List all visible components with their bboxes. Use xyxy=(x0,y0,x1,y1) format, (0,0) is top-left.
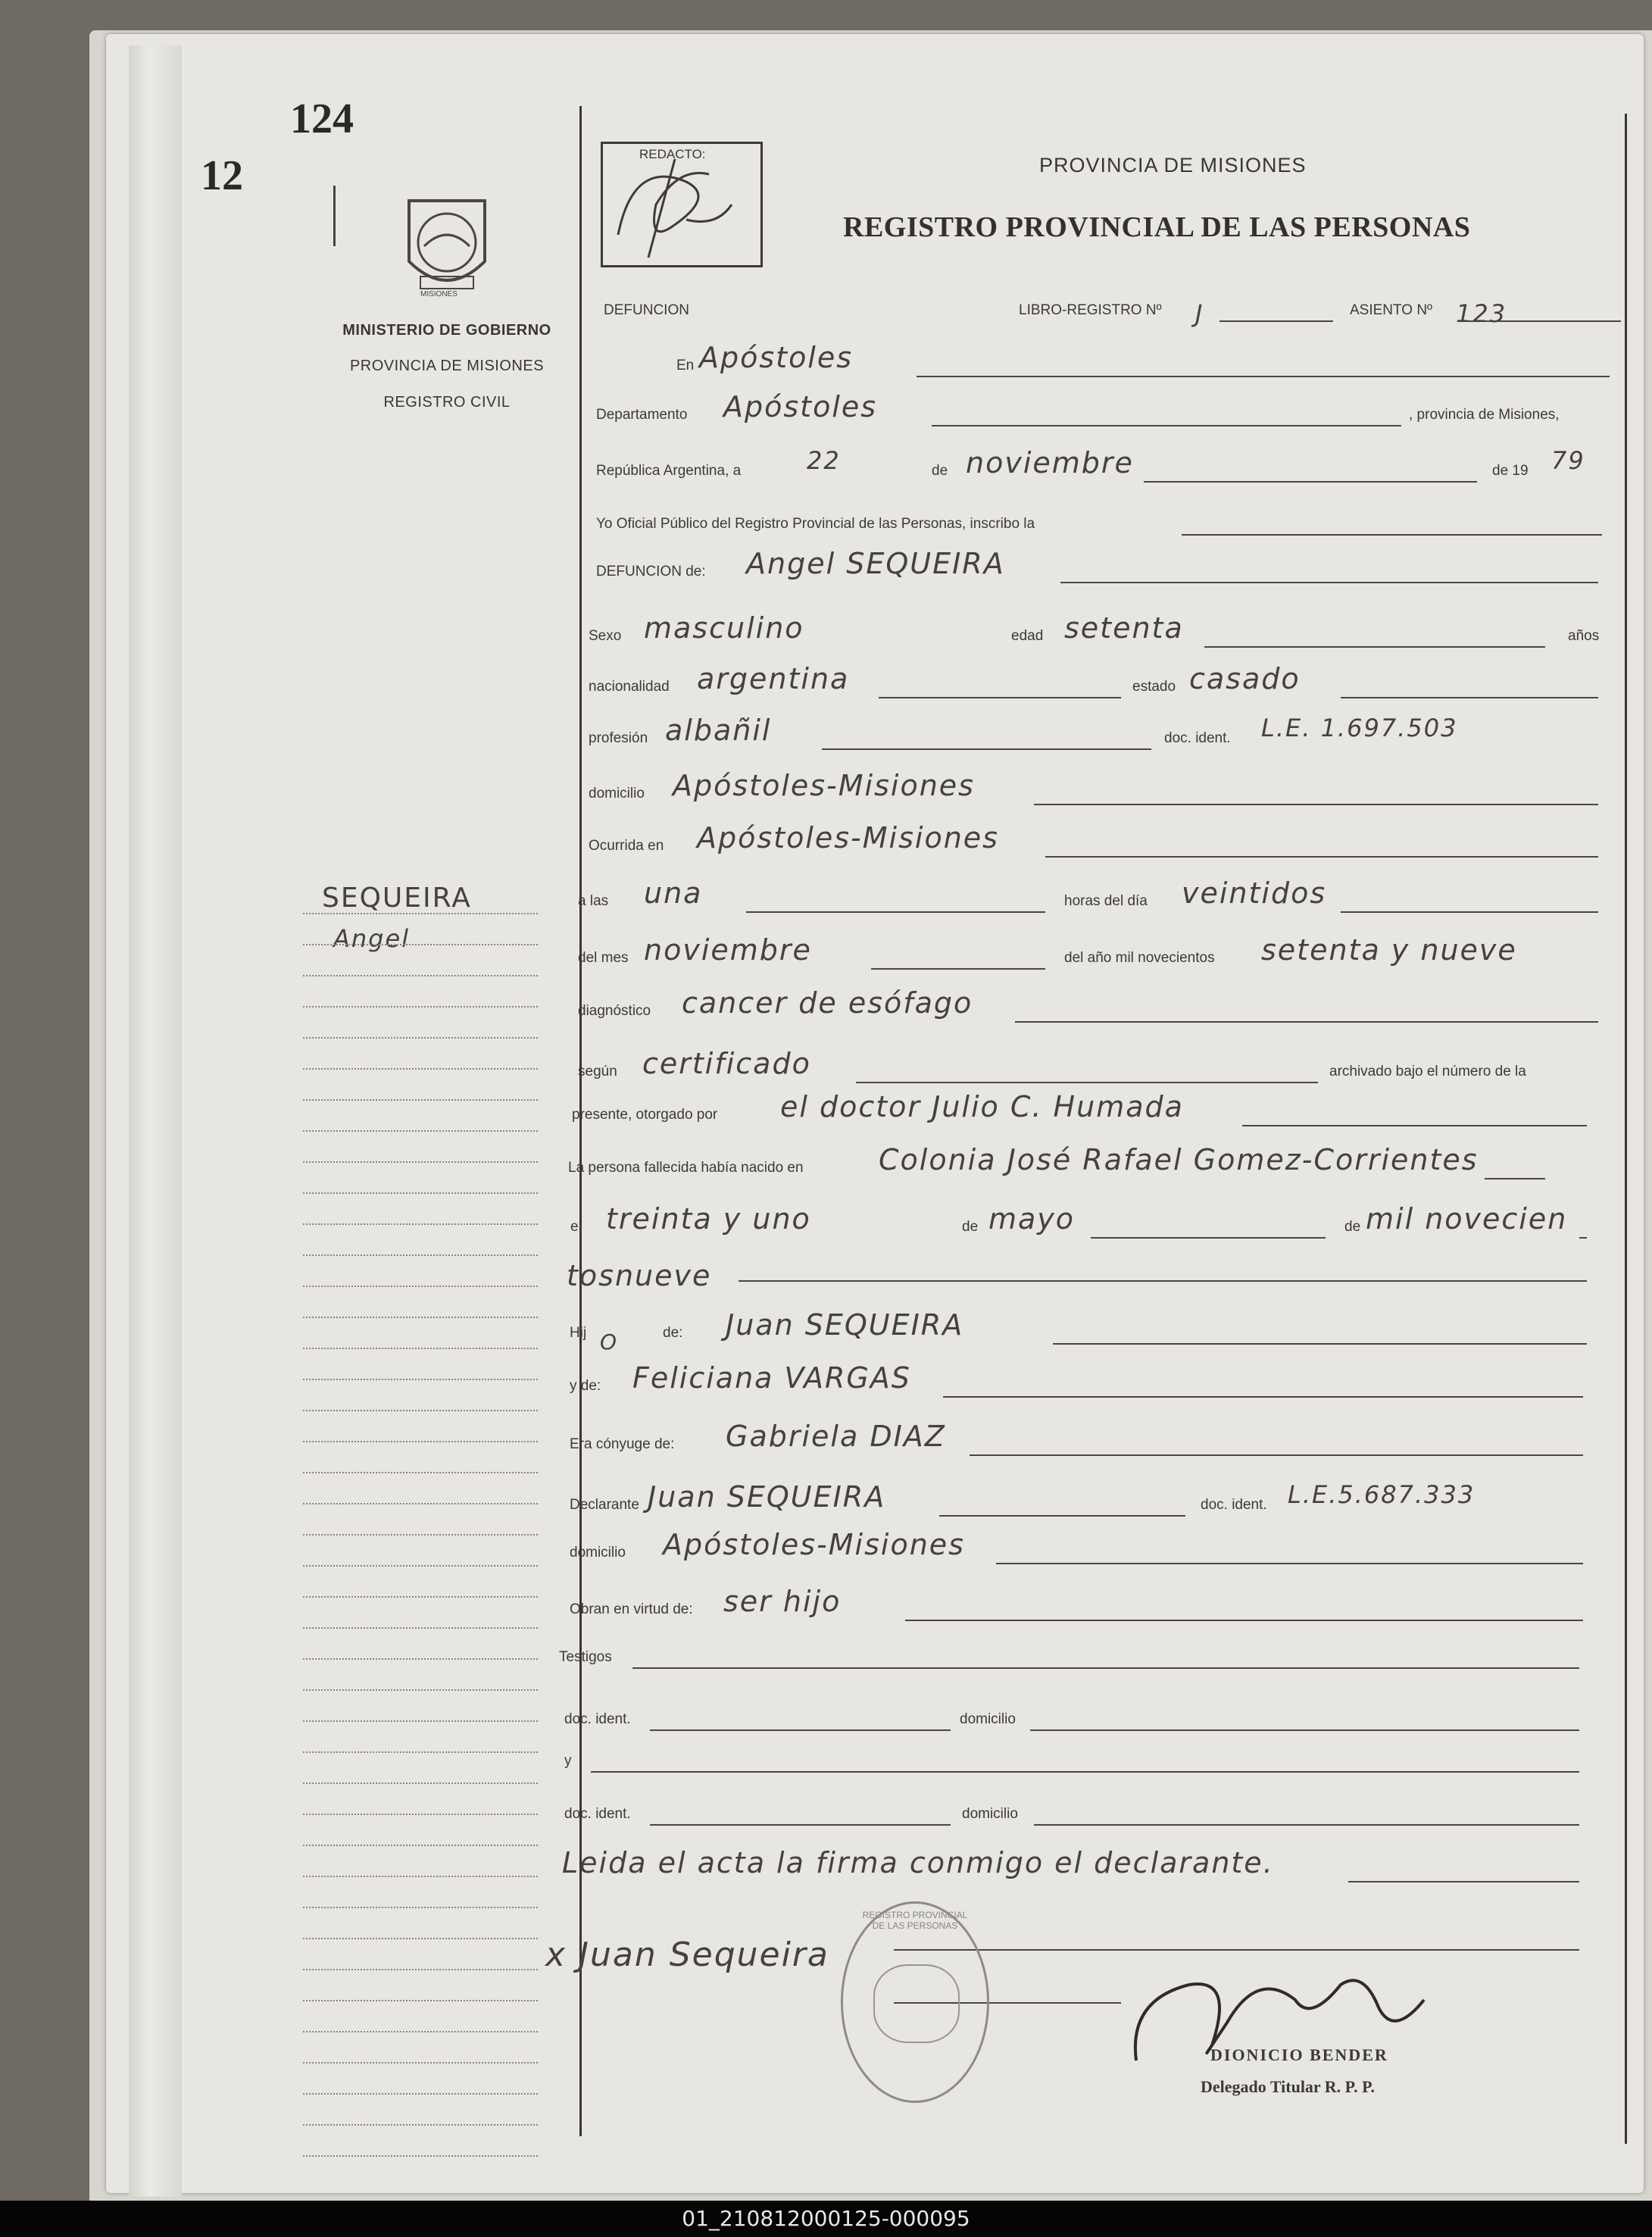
form-underline xyxy=(822,748,1151,750)
en-value: Apóstoles xyxy=(699,341,854,374)
asiento-value: 123 xyxy=(1456,299,1507,328)
margin-ruled-line xyxy=(303,1845,538,1846)
day-value: 22 xyxy=(807,446,841,475)
margin-ruled-line xyxy=(303,1348,538,1349)
month-value: noviembre xyxy=(966,446,1134,480)
binding-spine xyxy=(129,45,182,2197)
estado-label: estado xyxy=(1132,679,1176,695)
margin-given-name: Angel xyxy=(333,924,411,953)
republica-label: República Argentina, a xyxy=(596,463,742,479)
doc2-label: doc. ident. xyxy=(1201,1497,1267,1513)
mes-label: del mes xyxy=(578,950,629,966)
provincia-suffix: , provincia de Misiones, xyxy=(1409,407,1560,423)
el-value: treinta y uno xyxy=(606,1202,811,1236)
margin-ruled-line xyxy=(303,1565,538,1567)
form-underline xyxy=(650,1824,951,1826)
ministry-line3: REGISTRO CIVIL xyxy=(383,394,511,411)
edad-label: edad xyxy=(1011,628,1044,644)
ocurrida-value: Apóstoles-Misiones xyxy=(697,821,999,854)
emblem-label: MISIONES xyxy=(420,290,458,298)
year-value: 79 xyxy=(1551,446,1585,475)
margin-ruled-line xyxy=(303,1814,538,1815)
departamento-value: Apóstoles xyxy=(723,390,878,423)
diagnostico-value: cancer de esófago xyxy=(682,986,973,1020)
hijo-suffix: O xyxy=(600,1329,619,1354)
sexo-label: Sexo xyxy=(589,628,622,644)
margin-ruled-line xyxy=(303,1317,538,1318)
nacido-value: Colonia José Rafael Gomez-Corrientes xyxy=(879,1143,1479,1176)
form-underline xyxy=(739,1280,1587,1282)
margin-ruled-line xyxy=(303,1534,538,1536)
margin-ruled-line xyxy=(303,1379,538,1380)
official-title: Delegado Titular R. P. P. xyxy=(1201,2077,1376,2096)
archivado-label: archivado bajo el número de la xyxy=(1329,1064,1526,1079)
margin-ruled-line xyxy=(303,1192,538,1194)
domicilio2-value: Apóstoles-Misiones xyxy=(663,1528,965,1561)
form-underline xyxy=(1348,1881,1579,1882)
domicilio-value: Apóstoles-Misiones xyxy=(673,769,975,802)
misiones-emblem-icon xyxy=(394,186,500,307)
margin-ruled-line xyxy=(303,1441,538,1442)
registry-heading: REGISTRO PROVINCIAL DE LAS PERSONAS xyxy=(843,211,1471,243)
mother-value: Feliciana VARGAS xyxy=(632,1361,911,1395)
stamp-text: REGISTRO PROVINCIAL DE LAS PERSONAS xyxy=(862,1910,968,1931)
ano-value: setenta y nueve xyxy=(1261,933,1517,967)
ocurrida-label: Ocurrida en xyxy=(589,838,664,854)
de2-label: de xyxy=(1344,1219,1361,1235)
form-underline xyxy=(1053,1343,1587,1345)
yde-label: y de: xyxy=(570,1378,601,1394)
hijo-de-label: de: xyxy=(663,1325,683,1341)
en-label: En xyxy=(676,358,695,373)
defuncion-type-label: DEFUNCION xyxy=(604,302,689,318)
ministry-line2: PROVINCIA DE MISIONES xyxy=(349,358,545,374)
presente-label: presente, otorgado por xyxy=(572,1107,718,1123)
margin-ruled-line xyxy=(303,1596,538,1598)
asiento-label: ASIENTO Nº xyxy=(1350,302,1432,318)
margin-ruled-line xyxy=(303,1223,538,1225)
libro-value: J xyxy=(1195,299,1204,328)
form-underline xyxy=(1034,804,1598,805)
oficial-text: Yo Oficial Público del Registro Provincial de las Personas, inscribo la xyxy=(596,516,1035,532)
alas-value: una xyxy=(644,876,703,910)
form-underline xyxy=(932,425,1401,426)
de-year-label: de 19 xyxy=(1492,463,1529,479)
ano-label: del año mil novecientos xyxy=(1064,950,1215,966)
margin-ruled-line xyxy=(303,1689,538,1691)
father-value: Juan SEQUEIRA xyxy=(726,1308,964,1342)
redacto-box xyxy=(601,142,763,267)
margin-ruled-line xyxy=(303,2124,538,2126)
margin-ruled-line xyxy=(303,913,538,914)
deceased-name-value: Angel SEQUEIRA xyxy=(746,547,1005,580)
libro-label: LIBRO-REGISTRO Nº xyxy=(1019,302,1162,318)
margin-ruled-line xyxy=(303,2000,538,2001)
margin-ruled-line xyxy=(303,1410,538,1411)
domicilio-label: domicilio xyxy=(589,786,645,801)
doc-label: doc. ident. xyxy=(1164,730,1231,746)
el-label: el xyxy=(570,1219,582,1235)
defuncion-de-label: DEFUNCION de: xyxy=(596,564,706,580)
margin-ruled-line xyxy=(303,944,538,945)
form-underline xyxy=(1045,856,1598,858)
margin-ruled-line xyxy=(303,1503,538,1504)
form-underline xyxy=(970,1454,1583,1456)
redacto-label: REDACTO: xyxy=(639,147,706,161)
margin-ruled-line xyxy=(303,2155,538,2157)
declarante-value: Juan SEQUEIRA xyxy=(648,1480,886,1514)
margin-ruled-line xyxy=(303,1254,538,1256)
folio-number-side: 12 xyxy=(201,152,243,199)
form-underline xyxy=(746,911,1045,913)
horas-value: veintidos xyxy=(1182,876,1327,910)
presente-value: el doctor Julio C. Humada xyxy=(780,1090,1184,1123)
doc4-label: doc. ident. xyxy=(564,1806,631,1822)
form-underline xyxy=(1204,646,1545,648)
conyuge-value: Gabriela DIAZ xyxy=(726,1420,946,1453)
form-underline xyxy=(1341,697,1598,698)
margin-ruled-line xyxy=(303,1938,538,1939)
margin-ruled-line xyxy=(303,1006,538,1008)
margin-ruled-line xyxy=(303,2062,538,2064)
form-underline xyxy=(1219,320,1333,322)
form-right-border xyxy=(1625,114,1627,2144)
domicilio4-label: domicilio xyxy=(962,1806,1018,1822)
form-underline xyxy=(943,1396,1583,1398)
form-underline xyxy=(894,1949,1579,1951)
form-underline xyxy=(939,1515,1185,1517)
mes-value: noviembre xyxy=(644,933,812,967)
corner-mark xyxy=(333,186,336,246)
birth-year-value-part2: tosnueve xyxy=(567,1259,712,1292)
margin-ruled-line xyxy=(303,1751,538,1753)
horas-label: horas del día xyxy=(1064,893,1148,909)
alas-label: a las xyxy=(578,893,609,909)
nacido-label: La persona fallecida había nacido en xyxy=(568,1160,804,1176)
form-underline xyxy=(632,1667,1579,1669)
official-name: DIONICIO BENDER xyxy=(1210,2045,1388,2064)
departamento-label: Departamento xyxy=(596,407,688,423)
segun-label: según xyxy=(578,1064,617,1079)
nacionalidad-label: nacionalidad xyxy=(589,679,670,695)
domicilio3-label: domicilio xyxy=(960,1711,1016,1727)
margin-ruled-line xyxy=(303,1472,538,1473)
mayo-value: mayo xyxy=(988,1202,1076,1236)
de-mayo-label: de xyxy=(962,1219,979,1235)
form-underline xyxy=(905,1620,1583,1621)
edad-value: setenta xyxy=(1064,611,1184,645)
margin-ruled-line xyxy=(303,1286,538,1287)
form-underline xyxy=(1091,1237,1326,1239)
province-heading: PROVINCIA DE MISIONES xyxy=(1039,154,1307,177)
margin-ruled-line xyxy=(303,1969,538,1970)
margin-ruled-line xyxy=(303,1907,538,1908)
redacto-initials-icon xyxy=(603,144,760,265)
image-caption: 01_210812000125-000095 xyxy=(0,2201,1652,2237)
sexo-value: masculino xyxy=(644,611,804,645)
segun-value: certificado xyxy=(642,1047,811,1080)
birth-year-value-part1: mil novecien xyxy=(1366,1202,1568,1236)
form-underline xyxy=(996,1563,1583,1564)
margin-ruled-line xyxy=(303,1627,538,1629)
margin-ruled-line xyxy=(303,1037,538,1039)
nacionalidad-value: argentina xyxy=(697,662,850,695)
margin-ruled-line xyxy=(303,1099,538,1101)
form-underline xyxy=(1034,1824,1579,1826)
doc-value: L.E. 1.697.503 xyxy=(1261,714,1458,742)
margin-ruled-line xyxy=(303,1876,538,1877)
margin-ruled-line xyxy=(303,1782,538,1784)
margin-ruled-line xyxy=(303,1658,538,1660)
form-underline xyxy=(1182,534,1602,536)
form-underline xyxy=(1579,1237,1587,1239)
profesion-value: albañil xyxy=(665,714,772,747)
margin-ruled-line xyxy=(303,2093,538,2095)
profesion-label: profesión xyxy=(589,730,648,746)
form-underline xyxy=(650,1729,951,1731)
form-underline xyxy=(1030,1729,1579,1731)
form-underline xyxy=(1242,1125,1587,1126)
margin-ruled-line xyxy=(303,1068,538,1070)
form-underline xyxy=(1144,481,1477,483)
domicilio2-label: domicilio xyxy=(570,1545,626,1561)
form-underline xyxy=(591,1771,1579,1773)
margin-ruled-line xyxy=(303,975,538,976)
hijo-label: Hij xyxy=(570,1325,587,1341)
doc3-label: doc. ident. xyxy=(564,1711,631,1727)
form-underline xyxy=(1485,1178,1545,1179)
ministry-line1: MINISTERIO DE GOBIERNO xyxy=(342,322,551,339)
margin-ruled-line xyxy=(303,1720,538,1722)
testigos-label: Testigos xyxy=(559,1649,612,1665)
margin-ruled-line xyxy=(303,1161,538,1163)
closing-statement-value: Leida el acta la firma conmigo el declarante. xyxy=(562,1846,1274,1879)
form-underline xyxy=(879,697,1121,698)
de-label: de xyxy=(932,463,948,479)
form-underline xyxy=(1060,582,1598,583)
estado-value: casado xyxy=(1189,662,1301,695)
obran-value: ser hijo xyxy=(723,1585,842,1618)
diagnostico-label: diagnóstico xyxy=(578,1003,651,1019)
y-label: y xyxy=(564,1753,572,1769)
conyuge-label: Era cónyuge de: xyxy=(570,1436,675,1452)
form-underline xyxy=(1015,1021,1598,1023)
anos-label: años xyxy=(1568,628,1600,644)
doc2-value: L.E.5.687.333 xyxy=(1288,1480,1476,1509)
form-underline xyxy=(1341,911,1598,913)
form-underline xyxy=(917,376,1610,377)
margin-ruled-line xyxy=(303,1130,538,1132)
official-seal-stamp xyxy=(841,1901,989,2103)
form-underline xyxy=(871,968,1045,970)
obran-label: Obran en virtud de: xyxy=(570,1601,693,1617)
declarante-label: Declarante xyxy=(570,1497,639,1513)
form-underline xyxy=(856,1082,1318,1083)
declarant-signature: x Juan Sequeira xyxy=(545,1936,829,1974)
margin-ruled-line xyxy=(303,2031,538,2032)
margin-surname: SEQUEIRA xyxy=(322,883,472,914)
folio-number-top: 124 xyxy=(290,95,354,142)
